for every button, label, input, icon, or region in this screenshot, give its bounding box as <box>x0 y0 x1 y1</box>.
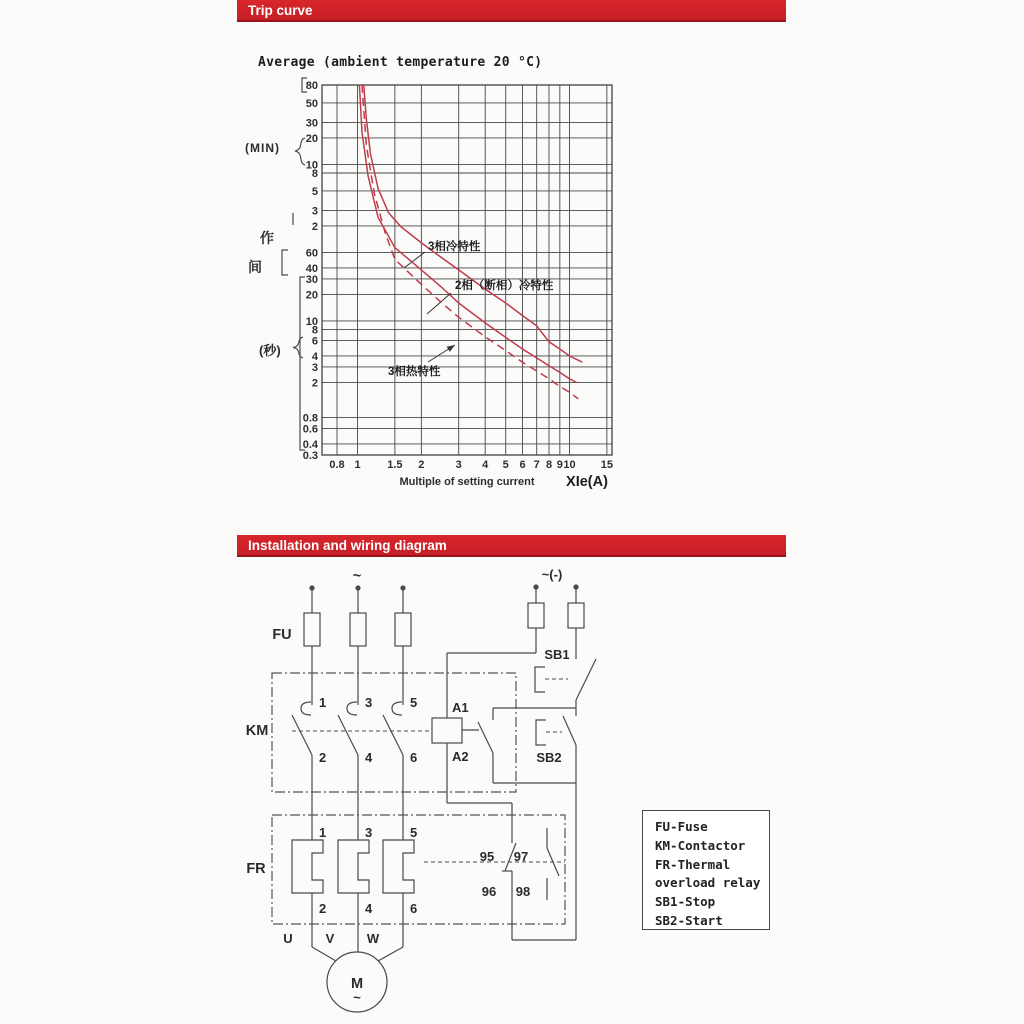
x-tick-label: 5 <box>502 459 509 471</box>
contact-arc <box>301 702 311 715</box>
motor-tilde-label: ~ <box>353 990 361 1005</box>
x-axis-unit: XIe(A) <box>566 474 608 490</box>
curve-1 <box>359 85 576 383</box>
y-tick-label: 80 <box>305 79 318 92</box>
legend-item-fu: FU-Fuse <box>655 819 708 834</box>
motor-terminal-v: V <box>325 931 335 946</box>
trip-curve-chart <box>230 48 790 498</box>
chart-title: Average (ambient temperature 20 °C) <box>258 55 543 70</box>
x-tick-label: 9 <box>556 459 563 471</box>
x-tick-label: 15 <box>600 459 614 471</box>
motor-lead <box>378 947 403 961</box>
x-tick-label: 8 <box>545 459 553 471</box>
fr-relay-box <box>272 815 565 924</box>
sb1-actuator <box>535 667 545 692</box>
heater-element <box>292 840 323 893</box>
fr-terminal-4: 4 <box>365 901 373 916</box>
y-tick-label: 0.6 <box>302 423 318 436</box>
x-tick-label: 2 <box>418 459 425 471</box>
fuse-symbol <box>395 613 411 646</box>
y-tick-label: 10 <box>305 159 318 172</box>
heater-element <box>338 840 369 893</box>
y-tick-label: 3 <box>311 361 318 374</box>
y-tick-label: 50 <box>305 97 318 110</box>
x-tick-label: 7 <box>533 459 540 471</box>
trip-curve-banner-label: Trip curve <box>248 3 313 18</box>
y-tick-label: 2 <box>311 377 318 390</box>
trip-curve-banner <box>237 0 786 22</box>
curve-leader-1 <box>427 293 451 314</box>
km-coil <box>432 718 462 743</box>
legend-item-fr2: overload relay <box>655 875 761 891</box>
contact-blade <box>292 715 312 755</box>
fuse-symbol <box>528 603 544 628</box>
km-terminal-1: 1 <box>319 695 327 710</box>
y-tick-label: 3 <box>311 205 318 218</box>
km-terminal-5: 5 <box>410 695 418 710</box>
y-tick-label: 5 <box>311 185 318 198</box>
y-axis-caption-char-2: 间 <box>248 259 262 275</box>
x-tick-label: 10 <box>563 459 576 471</box>
curve-leader-0 <box>404 252 425 268</box>
y-tick-label: 30 <box>305 273 318 286</box>
y-tick-label: 8 <box>311 167 318 180</box>
x-axis-title: Multiple of setting current <box>399 476 535 488</box>
heater-element <box>383 840 414 893</box>
y-tick-label: 8 <box>311 324 318 337</box>
y-tick-label: 0.4 <box>302 438 318 451</box>
fr-terminal-1: 1 <box>319 825 327 840</box>
fr-terminal-98: 98 <box>515 884 531 899</box>
fuse-symbol <box>350 613 366 646</box>
fr-terminal-6: 6 <box>410 901 418 916</box>
y-tick-label: 10 <box>305 315 318 328</box>
y-tick-label: 2 <box>311 220 318 233</box>
contact-arc <box>392 702 402 715</box>
legend-item-sb2: SB2-Start <box>655 912 723 928</box>
x-tick-label: 6 <box>519 459 526 471</box>
y-tick-label: 0.8 <box>302 412 318 425</box>
legend-item-fr: FR-Thermal <box>655 856 731 872</box>
wiring-legend <box>642 810 770 930</box>
fr-terminal-95: 95 <box>479 849 495 864</box>
x-tick-label: 0.8 <box>329 459 345 471</box>
x-tick-label: 1.5 <box>387 459 403 471</box>
km-terminal-3: 3 <box>365 695 373 710</box>
y-axis-unit-minutes: (MIN) <box>245 141 280 155</box>
fr-label: FR <box>246 861 266 877</box>
y-tick-label: 30 <box>305 117 318 130</box>
aux-contact-blade <box>478 722 493 753</box>
y-tick-label: 20 <box>305 289 318 302</box>
motor-terminal-w: W <box>366 931 380 946</box>
fr-terminal-3: 3 <box>365 825 373 840</box>
curve-label-0: 3相冷特性 <box>428 241 481 253</box>
coil-a1-label: A1 <box>452 700 469 715</box>
y-tick-label: 40 <box>305 262 318 275</box>
km-terminal-2: 2 <box>319 750 327 765</box>
x-tick-label: 1 <box>354 459 361 471</box>
y-tick-label: 0.3 <box>302 449 318 462</box>
fr-terminal-5: 5 <box>410 825 418 840</box>
fr-terminal-96: 96 <box>481 884 497 899</box>
x-tick-label: 4 <box>482 459 489 471</box>
contact-blade <box>383 715 403 755</box>
contact-arc <box>347 702 357 715</box>
supply-tilde-label: ~ <box>352 568 362 584</box>
x-tick-label: 3 <box>455 459 462 471</box>
y-tick-label: 60 <box>305 247 318 260</box>
km-contactor-box <box>272 673 516 792</box>
legend-item-sb1: SB1-Stop <box>655 894 716 910</box>
km-terminal-6: 6 <box>410 750 418 765</box>
coil-a2-label: A2 <box>452 749 469 764</box>
y-tick-label: 20 <box>305 132 318 145</box>
wiring-banner-label: Installation and wiring diagram <box>248 538 447 553</box>
sb2-actuator <box>536 720 546 745</box>
fr-terminal-2: 2 <box>319 901 327 916</box>
y-axis-caption-char-1: 作 <box>260 230 274 246</box>
y-axis-unit-seconds: (秒) <box>259 343 281 358</box>
y-tick-label: 4 <box>311 350 318 363</box>
motor-m-label: M <box>350 976 364 992</box>
y-tick-label: 6 <box>311 335 318 348</box>
sb2-label: SB2 <box>536 750 562 765</box>
wiring-diagram <box>230 560 790 1024</box>
legend-item-km: KM-Contactor <box>655 837 746 853</box>
fu-label: FU <box>272 627 292 643</box>
motor-terminal-u: U <box>283 931 293 946</box>
km-terminal-4: 4 <box>365 750 373 765</box>
sb1-label: SB1 <box>544 647 570 662</box>
wiring-banner <box>237 535 786 557</box>
sb1-contact-blade <box>576 659 596 700</box>
curve-label-2: 3相热特性 <box>388 366 441 378</box>
motor-lead <box>312 947 336 961</box>
fuse-symbol <box>568 603 584 628</box>
curve-label-1: 2相（断相）冷特性 <box>455 280 554 292</box>
contact-blade <box>338 715 358 755</box>
fr-terminal-97: 97 <box>513 849 529 864</box>
km-label: KM <box>245 723 269 739</box>
fuse-symbol <box>304 613 320 646</box>
control-supply-label: ~(-) <box>541 567 563 582</box>
sb2-contact-blade <box>563 716 576 745</box>
leader-arrowhead <box>447 345 455 352</box>
